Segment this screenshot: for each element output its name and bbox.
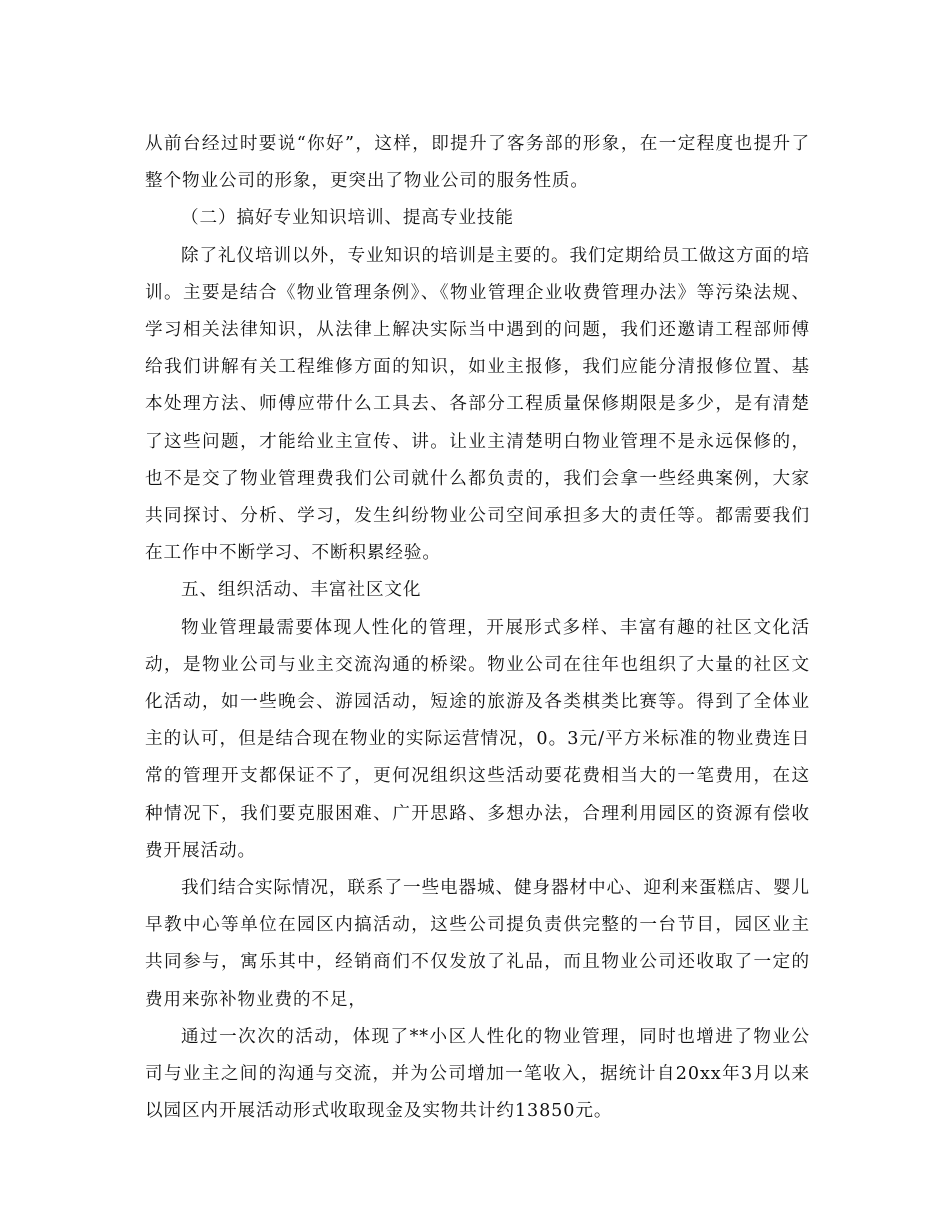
section-heading-training: （二）搞好专业知识培训、提高专业技能 <box>181 208 514 229</box>
paragraph-professional-training: 除了礼仪培训以外，专业知识的培训是主要的。我们定期给员工做这方面的培训。主要是结合《物业管理条例》、《物业管理企业收费管理办法》等污染法规、学习相关法律知识，从法律上解决实际当中遇到的问题，我们还邀请工程部师傅给我们讲解有关工程维修方面的知识，如业主报修，我们应能分清报修位置、基本处理方法、师傅应带什么工具去、各部分工程质量保修期限是多少，是有清楚了这些问题，才能给业主宣传、讲。让业主清楚明白物业管理不是永远保修的，也不是交了物业管理费我们公司就什么都负责的，我们会拿一些经典案例，大家共同探讨、分析、学习，发生纠纷物业公司空间承担多大的责任等。都需要我们在工作中不断学习、不断积累经验。 <box>145 245 810 564</box>
paragraph-continuation: 从前台经过时要说“你好”，这样，即提升了客务部的形象，在一定程度也提升了整个物业公司的形象，更突出了物业公司的服务性质。 <box>145 134 810 192</box>
paragraph-activity-results: 通过一次次的活动，体现了**小区人性化的物业管理，同时也增进了物业公司与业主之间的沟通与交流，并为公司增加一笔收入，据统计自20xx年3月以来以园区内开展活动形式收取现金及实物共计约13850元。 <box>145 1026 810 1122</box>
section-heading-activities: 五、组织活动、丰富社区文化 <box>181 580 422 601</box>
document-body <box>145 126 810 1130</box>
paragraph-community-culture: 物业管理最需要体现人性化的管理，开展形式多样、丰富有趣的社区文化活动，是物业公司与业主交流沟通的桥梁。物业公司在往年也组织了大量的社区文化活动，如一些晚会、游园活动，短途的旅游及各类棋类比赛等。得到了全体业主的认可，但是结合现在物业的实际运营情况，0。3元/平方米标准的物业费连日常的管理开支都保证不了，更何况组织这些活动要花费相当大的一笔费用，在这种情况下，我们要克服困难、广开思路、多想办法，合理利用园区的资源有偿收费开展活动。 <box>145 617 810 861</box>
paragraph-partner-activities: 我们结合实际情况，联系了一些电器城、健身器材中心、迎利来蛋糕店、婴儿早教中心等单位在园区内搞活动，这些公司提负责供完整的一台节目，园区业主共同参与，寓乐其中，经销商们不仅发放了礼品，而且物业公司还收取了一定的费用来弥补物业费的不足， <box>145 878 810 1010</box>
